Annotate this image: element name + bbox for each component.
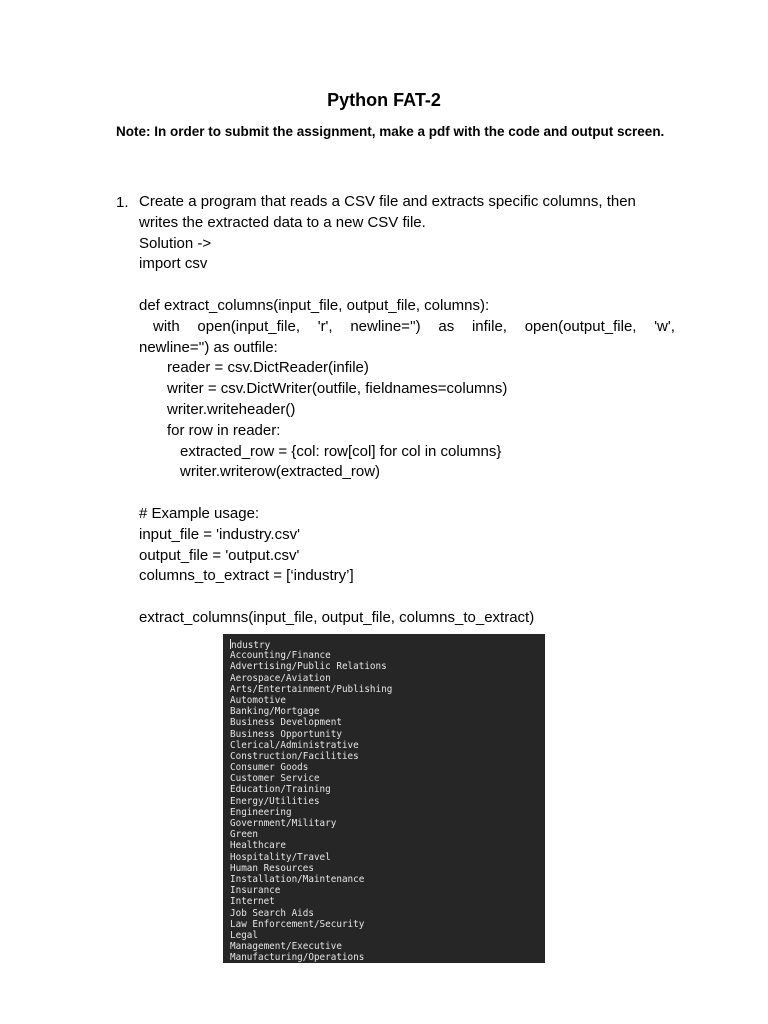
solution-label: Solution -> <box>139 234 212 252</box>
code-header-line: writer.writeheader() <box>167 400 296 418</box>
terminal-line: Aerospace/Aviation <box>230 672 331 684</box>
terminal-line: Banking/Mortgage <box>230 706 320 718</box>
code-writer-line: writer = csv.DictWriter(outfile, fieldnames=columns) <box>167 380 508 398</box>
terminal-line: Management/Executive <box>230 941 342 953</box>
terminal-line: Construction/Facilities <box>230 750 359 762</box>
code-reader-line: reader = csv.DictReader(infile) <box>167 359 369 377</box>
terminal-line: Accounting/Finance <box>230 650 331 662</box>
terminal-line: Green <box>230 829 258 841</box>
terminal-line: Internet <box>230 896 275 908</box>
question-body <box>139 192 675 629</box>
blank-line <box>139 275 675 296</box>
code-for-line: for row in reader: <box>167 421 281 439</box>
terminal-line: Education/Training <box>230 784 331 796</box>
blank-line <box>139 587 675 608</box>
code-writerow-line: writer.writerow(extracted_row) <box>180 463 381 481</box>
code-word: 'r', <box>317 317 333 335</box>
code-input-line: input_file = 'industry.csv' <box>139 525 300 543</box>
terminal-line: Clerical/Administrative <box>230 739 359 751</box>
code-call-line: extract_columns(input_file, output_file, columns_to_extract) <box>139 608 535 626</box>
code-word: 'w', <box>654 317 675 335</box>
terminal-line: Human Resources <box>230 862 314 874</box>
terminal-line: Insurance <box>230 885 281 897</box>
question-number: 1. <box>116 194 129 211</box>
code-import-line: import csv <box>139 255 208 273</box>
code-word: as <box>438 317 455 335</box>
terminal-line: Business Opportunity <box>230 728 342 740</box>
terminal-line: Engineering <box>230 806 292 818</box>
terminal-line <box>230 639 392 650</box>
code-output-line: output_file = 'output.csv' <box>139 546 300 564</box>
terminal-line: Hospitality/Travel <box>230 851 331 863</box>
question-text-line-2: writes the extracted data to a new CSV file. <box>139 213 426 231</box>
terminal-output <box>230 639 392 963</box>
terminal-line: Government/Military <box>230 818 337 829</box>
assignment-note: Note: In order to submit the assignment, make a pdf with the code and output screen. <box>116 124 665 139</box>
blank-line <box>139 483 675 504</box>
terminal-line: Job Search Aids <box>230 907 314 919</box>
code-word: open(input_file, <box>197 317 300 335</box>
page-title: Python FAT-2 <box>327 90 441 110</box>
code-extracted-line: extracted_row = {col: row[col] for col in columns} <box>180 442 502 460</box>
code-comment-line: # Example usage: <box>139 504 260 522</box>
terminal-first-line-text: ndustry <box>231 640 271 651</box>
terminal-line: Advertising/Public Relations <box>230 661 387 673</box>
terminal-line: Arts/Entertainment/Publishing <box>230 683 393 695</box>
code-word: infile, <box>471 317 507 335</box>
code-columns-line: columns_to_extract = [‘industry’] <box>139 567 354 585</box>
output-screenshot <box>223 634 545 963</box>
terminal-line: Consumer Goods <box>230 762 309 774</box>
terminal-line: Law Enforcement/Security <box>230 918 365 930</box>
terminal-line: Customer Service <box>230 773 320 785</box>
code-with-continuation: newline='') as outfile: <box>139 338 278 356</box>
code-word: newline='') <box>350 317 421 335</box>
code-word: with <box>153 317 180 335</box>
code-word: open(output_file, <box>524 317 637 335</box>
code-def-line: def extract_columns(input_file, output_file, columns): <box>139 296 490 314</box>
terminal-line: Healthcare <box>230 840 286 852</box>
terminal-line: Automotive <box>230 694 286 706</box>
terminal-line: Business Development <box>230 717 342 729</box>
terminal-line: Installation/Maintenance <box>230 873 365 885</box>
question-text-line-1: Create a program that reads a CSV file and extracts specific columns, then <box>139 193 636 210</box>
terminal-line: Legal <box>230 929 258 941</box>
code-with-line <box>139 317 675 338</box>
terminal-line: Manufacturing/Operations <box>230 952 365 963</box>
terminal-line: Energy/Utilities <box>230 795 320 807</box>
